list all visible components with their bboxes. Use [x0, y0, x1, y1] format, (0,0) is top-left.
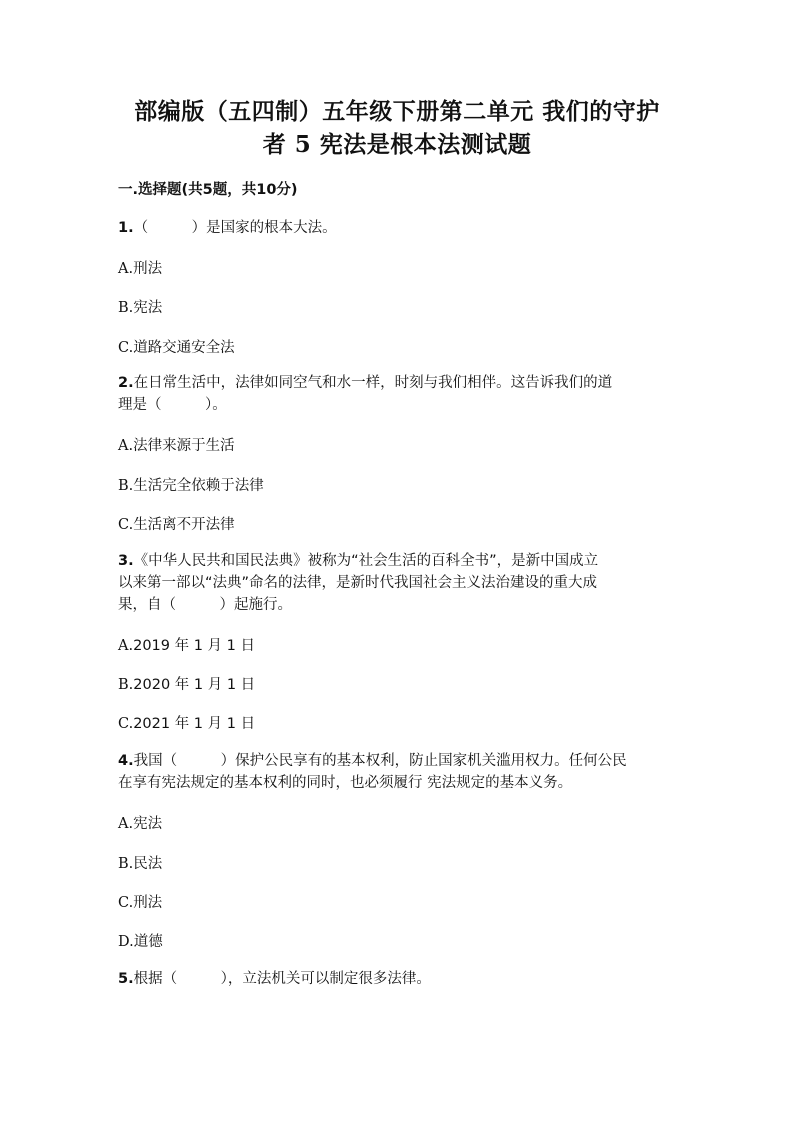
- document-title-line-1: 部编版（五四制）五年级下册第二单元 我们的守护: [134, 98, 660, 125]
- option-a: [118, 257, 162, 278]
- option-text: 宪法: [133, 816, 163, 832]
- question-text: 根据（ ），立法机关可以制定很多法律。: [133, 971, 431, 987]
- option-letter: A.: [118, 638, 134, 654]
- option-c: [118, 336, 235, 357]
- option-b: [118, 673, 255, 694]
- option-letter: C.: [118, 895, 134, 911]
- question-3: [118, 550, 678, 616]
- document-title-line-2: 者 5 宪法是根本法测试题: [262, 131, 532, 158]
- question-4: [118, 750, 678, 794]
- question-2: [118, 372, 678, 416]
- question-text: （ ）是国家的根本大法。: [133, 220, 337, 236]
- option-text: 2021 年 1 月 1 日: [133, 716, 256, 732]
- question-text-line: 果，自（ ）起施行。: [118, 597, 292, 613]
- question-number: 5.: [118, 971, 134, 987]
- option-text: 民法: [133, 856, 163, 872]
- option-c: [118, 513, 235, 534]
- option-c: [118, 891, 162, 912]
- option-c: [118, 712, 255, 733]
- section-heading: 一.选择题(共5题，共10分): [118, 182, 298, 198]
- question-1: [118, 217, 678, 239]
- option-letter: C.: [118, 340, 134, 356]
- option-b: [118, 474, 264, 495]
- option-b: [118, 296, 162, 317]
- option-letter: B.: [118, 478, 134, 494]
- question-text-line: 《中华人民共和国民法典》被称为“社会生活的百科全书”，是新中国成立: [133, 553, 599, 569]
- question-number: 2.: [118, 375, 134, 391]
- option-letter: B.: [118, 300, 134, 316]
- option-b: [118, 852, 162, 873]
- option-a: [118, 434, 235, 455]
- option-a: [118, 634, 255, 655]
- option-text: 2019 年 1 月 1 日: [133, 638, 255, 654]
- question-number: 4.: [118, 753, 134, 769]
- option-text: 宪法: [133, 300, 163, 316]
- option-letter: B.: [118, 677, 134, 693]
- question-text-line: 理是（ ）。: [118, 397, 227, 413]
- question-text-line: 我国（ ）保护公民享有的基本权利，防止国家机关滥用权力。任何公民: [133, 753, 627, 769]
- option-text: 法律来源于生活: [133, 438, 235, 454]
- option-text: 刑法: [133, 261, 163, 277]
- option-letter: C.: [118, 517, 134, 533]
- option-letter: D.: [118, 934, 134, 950]
- option-letter: C.: [118, 716, 134, 732]
- option-a: [118, 812, 162, 833]
- option-text: 道德: [133, 934, 163, 950]
- option-text: 2020 年 1 月 1 日: [133, 677, 256, 693]
- option-text: 生活离不开法律: [133, 517, 235, 533]
- option-letter: A.: [118, 438, 134, 454]
- option-letter: A.: [118, 261, 134, 277]
- question-5: [118, 968, 678, 990]
- option-letter: B.: [118, 856, 134, 872]
- option-text: 道路交通安全法: [133, 340, 235, 356]
- option-text: 刑法: [133, 895, 163, 911]
- option-d: [118, 930, 163, 951]
- question-number: 3.: [118, 553, 134, 569]
- question-number: 1.: [118, 220, 134, 236]
- option-letter: A.: [118, 816, 134, 832]
- question-text-line: 以来第一部以“法典”命名的法律，是新时代我国社会主义法治建设的重大成: [118, 575, 598, 591]
- option-text: 生活完全依赖于法律: [133, 478, 264, 494]
- question-text-line: 在日常生活中，法律如同空气和水一样，时刻与我们相伴。这告诉我们的道: [133, 375, 613, 391]
- question-text-line: 在享有宪法规定的基本权利的同时，也必须履行 宪法规定的基本义务。: [118, 775, 573, 791]
